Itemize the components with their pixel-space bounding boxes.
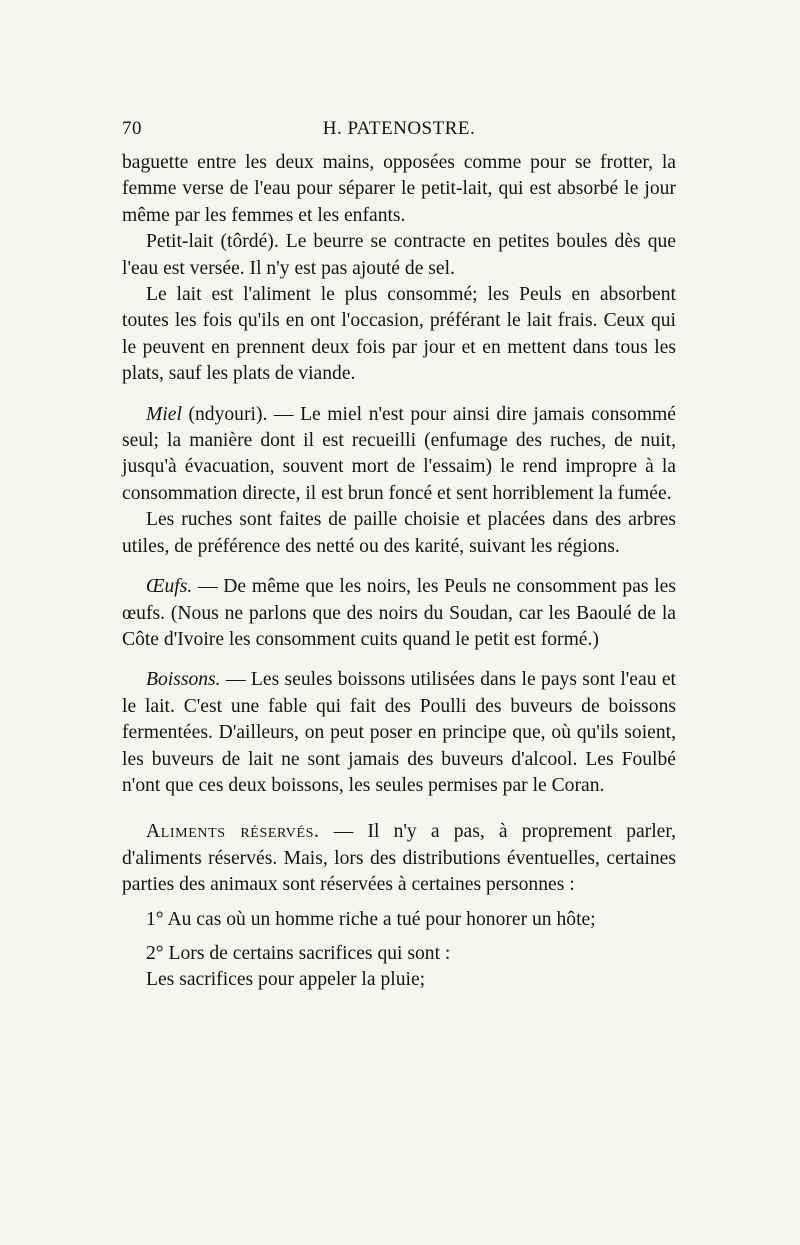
paragraph-torde: Petit-lait (tôrdé). Le beurre se contracte en petites boules dès que l'eau est versée. Il n'y est pas ajouté de sel.	[122, 231, 676, 279]
section-lead-boissons: Boissons.	[146, 669, 221, 691]
paragraph-boissons-text: — Les seules boissons utilisées dans le pays sont l'eau et le lait. C'est une fable qui fait des Poulli des buveurs de boissons fermentées. D'ailleurs, on peut poser en principe que, où qu'ils soient, les buveurs de lait ne sont jamais des buveurs d'alcool. Les Foulbé n'ont que ces deux boissons, les seules permises par le Coran.	[122, 669, 676, 796]
section-lead-miel: Miel	[146, 403, 182, 425]
running-head-author: H. PATENOSTRE.	[322, 118, 476, 139]
list-item-text: Lors de certains sacrifices qui sont :	[163, 942, 451, 964]
list-marker: 1°	[146, 908, 164, 930]
paragraph-aliments-reserves	[122, 819, 676, 898]
running-head	[122, 118, 676, 148]
paragraph-petit-lait-process: baguette entre les deux mains, opposées comme pour se frotter, la femme verse de l'eau pour séparer le petit-lait, qui est absorbé le jour même par les femmes et les enfants.	[122, 152, 676, 226]
paragraph-lait: Le lait est l'aliment le plus consommé; les Peuls en absorbent toutes les fois qu'ils en ont l'occasion, préférant le lait frais. Ceux qui le peuvent en prennent deux fois par jour et en mettent dans tous les plats, sauf les plats de viande.	[122, 284, 676, 385]
paragraph-miel	[122, 402, 676, 508]
page-number: 70	[122, 118, 142, 139]
list-item	[122, 941, 676, 967]
list-item	[122, 907, 676, 933]
body-text	[122, 150, 676, 994]
section-lead-oeufs: Œufs.	[146, 576, 193, 598]
paragraph-oeufs-text: — De même que les noirs, les Peuls ne consomment pas les œufs. (Nous ne parlons que des noirs du Soudan, car les Baoulé de la Côte d'Ivoire les consomment cuits quand le petit est formé.)	[122, 576, 676, 650]
paragraph-miel-text: (ndyouri). — Le miel n'est pour ainsi dire jamais consommé seul; la manière dont il est recueilli (enfumage des ruches, de nuit, jusqu'à évacuation, souvent mort de l'essaim) le rend impropre à la consommation directe, il est brun foncé et sent horriblement la fumée.	[122, 403, 676, 504]
list-item-text: Au cas où un homme riche a tué pour honorer un hôte;	[163, 908, 596, 930]
closing-line: Les sacrifices pour appeler la pluie;	[146, 969, 426, 991]
paragraph-boissons	[122, 667, 676, 799]
list-marker: 2°	[146, 942, 164, 964]
paragraph-ruches: Les ruches sont faites de paille choisie et placées dans des arbres utiles, de préférence des netté ou des karité, suivant les régions.	[122, 509, 676, 557]
paragraph-aliments-reserves-text: — Il n'y a pas, à proprement parler, d'aliments réservés. Mais, lors des distributions éventuelles, certaines parties des animaux sont réservées à certaines personnes :	[122, 821, 676, 896]
section-lead-aliments-reserves: Aliments réservés.	[146, 821, 320, 843]
paragraph-oeufs	[122, 574, 676, 653]
